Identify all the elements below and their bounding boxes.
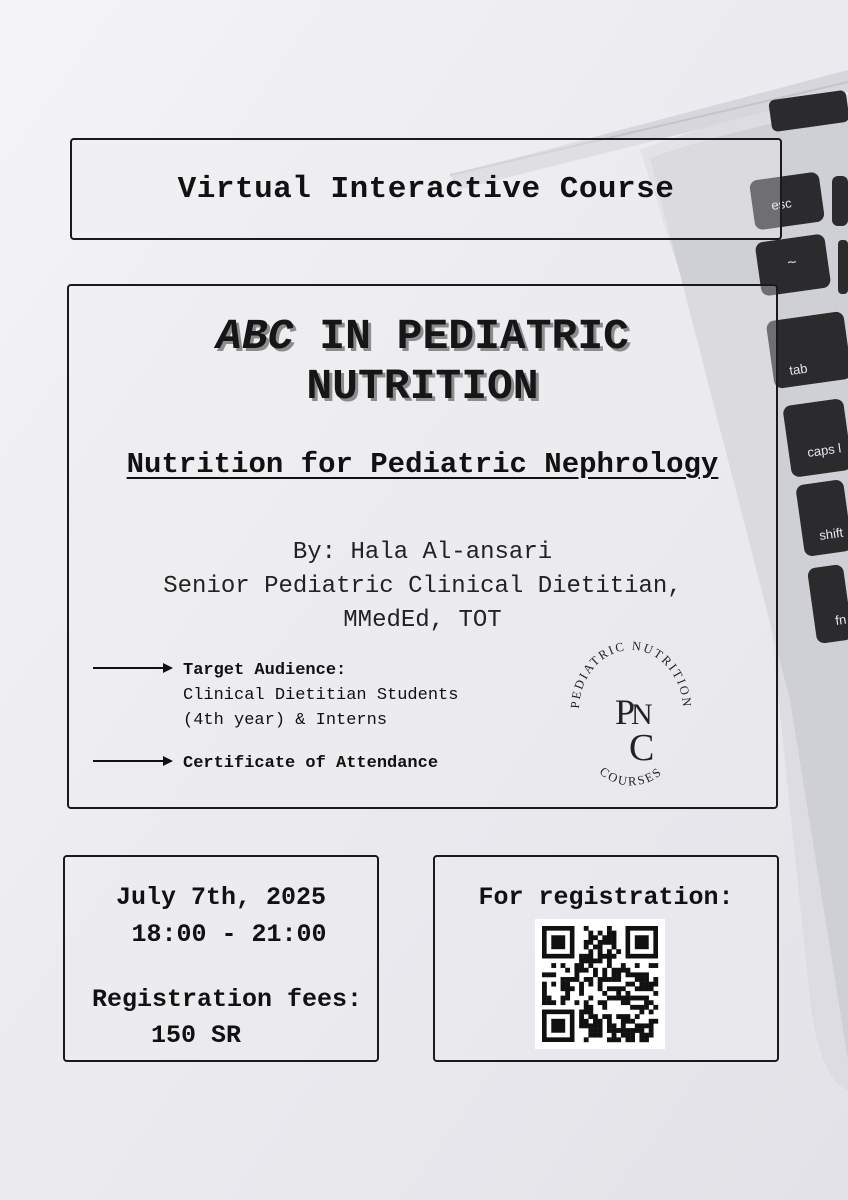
course-title-line2: NUTRITION [306, 362, 539, 411]
svg-text:shift: shift [818, 524, 845, 543]
target-audience-item [93, 658, 458, 733]
fees-value: 150 SR [150, 1021, 241, 1050]
course-title-emphasis: ABC [216, 312, 294, 361]
registration-label: For registration: [478, 883, 734, 912]
event-date: July 7th, 2025 [115, 883, 327, 912]
logo-top-text: PEDIATRIC NUTRITION [567, 638, 695, 710]
logo-letter-n: N [631, 698, 653, 731]
arrow-right-icon [93, 660, 175, 676]
fees-label: Registration fees: [91, 985, 363, 1014]
registration-panel [433, 855, 779, 1062]
logo-letter-c: C [629, 727, 655, 769]
course-title-line1: IN PEDIATRIC [293, 312, 629, 361]
speaker-role-line1: Senior Pediatric Clinical Dietitian, [163, 573, 682, 600]
speaker-role-line2: MMedEd, TOT [343, 607, 502, 634]
certificate-item [93, 751, 438, 776]
course-type-title: Virtual Interactive Course [177, 171, 675, 207]
schedule-panel [63, 855, 379, 1062]
target-audience-line1: Clinical Dietitian Students [183, 686, 459, 705]
svg-text:caps l: caps l [806, 440, 843, 460]
target-audience-heading: Target Audience: [183, 661, 347, 680]
svg-text:esc: esc [770, 195, 793, 213]
qr-code-icon[interactable] [535, 919, 665, 1049]
pnc-logo [565, 612, 697, 802]
logo-bottom-text: COURSES [596, 764, 666, 789]
target-audience-line2: (4th year) & Interns [183, 711, 388, 730]
course-subtitle: Nutrition for Pediatric Nephrology [126, 448, 719, 481]
course-type-banner [70, 138, 782, 240]
certificate-label: Certificate of Attendance [183, 754, 439, 773]
speaker-name: By: Hala Al-ansari [292, 539, 553, 566]
course-details-panel [67, 284, 778, 809]
event-time: 18:00 - 21:00 [131, 920, 327, 949]
svg-text:fn: fn [834, 611, 848, 628]
arrow-right-icon [93, 753, 175, 769]
svg-text:tab: tab [788, 360, 809, 378]
logo-letter-p: P [615, 692, 636, 732]
course-title [69, 312, 776, 412]
svg-text:~: ~ [786, 253, 798, 272]
